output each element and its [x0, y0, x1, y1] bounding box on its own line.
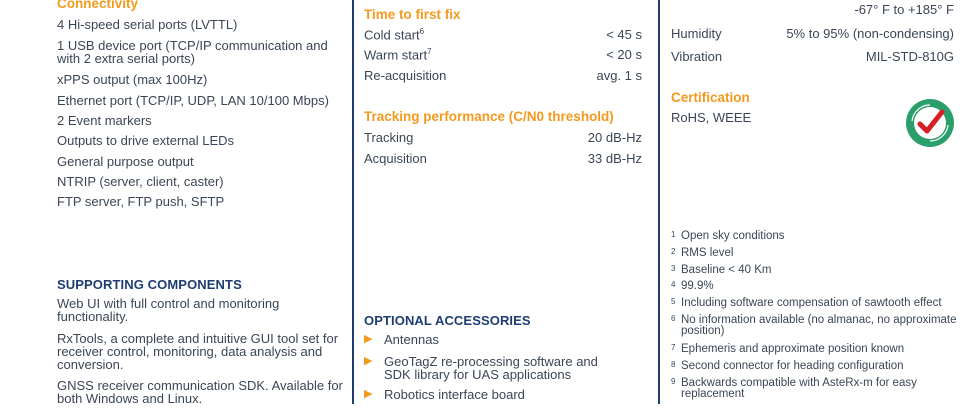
- connectivity-heading: Connectivity: [57, 0, 139, 11]
- footnote: 2 RMS level: [671, 247, 734, 259]
- tracking-row: [364, 151, 642, 167]
- environment-row: [671, 49, 954, 65]
- row-value: < 45 s: [606, 27, 642, 42]
- row-value: 5% to 95% (non-condensing): [786, 26, 954, 41]
- list-item: Web UI with full control and monitoring functionality.: [57, 296, 280, 324]
- list-item: Outputs to drive external LEDs: [57, 133, 235, 148]
- list-item: 4 Hi-speed serial ports (LVTTL): [57, 17, 238, 32]
- list-item: 1 USB device port (TCP/IP communication and with 2 extra serial ports): [57, 38, 328, 66]
- row-value: 33 dB-Hz: [587, 151, 642, 166]
- list-item: RxTools, a complete and intuitive GUI tool set for receiver control, monitoring, data analysis and conversion.: [57, 331, 339, 372]
- ttff-row: [364, 47, 642, 63]
- temperature-row: [671, 2, 954, 18]
- tracking-heading: Tracking performance (C/N0 threshold): [364, 109, 614, 124]
- row-label: Vibration: [671, 49, 723, 64]
- certification-text: RoHS, WEEE: [671, 110, 752, 125]
- row-label: Acquisition: [364, 151, 427, 166]
- footnote-ref: 7: [427, 47, 432, 56]
- list-item: xPPS output (max 100Hz): [57, 72, 208, 87]
- row-label: Re-acquisition: [364, 68, 447, 83]
- list-item: ▶ GeoTagZ re-processing software and SDK library for UAS applications: [364, 354, 598, 382]
- bullet-triangle-icon: ▶: [364, 333, 373, 345]
- row-value: 20 dB-Hz: [587, 130, 642, 145]
- row-value: MIL-STD-810G: [865, 49, 954, 64]
- footnote: 5 Including software compensation of sawtooth effect: [671, 297, 942, 309]
- footnote: 4 99.9%: [671, 280, 714, 292]
- list-item: 2 Event markers: [57, 113, 152, 128]
- environment-row: [671, 26, 954, 42]
- right-column: [661, 0, 979, 416]
- supporting-heading: SUPPORTING COMPONENTS: [57, 277, 242, 292]
- list-item: GNSS receiver communication SDK. Available for both Windows and Linux.: [57, 378, 343, 406]
- middle-column: [352, 0, 657, 416]
- list-item: NTRIP (server, client, caster): [57, 174, 224, 189]
- ttff-row: [364, 68, 642, 84]
- temperature-value: -67° F to +185° F: [854, 2, 954, 17]
- optional-heading: OPTIONAL ACCESSORIES: [364, 313, 531, 328]
- column-divider: [658, 0, 660, 404]
- list-item: Ethernet port (TCP/IP, UDP, LAN 10/100 Mbps): [57, 93, 329, 108]
- list-item: FTP server, FTP push, SFTP: [57, 194, 225, 209]
- footnote: 7 Ephemeris and approximate position known: [671, 343, 905, 355]
- row-value: avg. 1 s: [596, 68, 642, 83]
- list-item: General purpose output: [57, 154, 194, 169]
- footnote: 1 Open sky conditions: [671, 230, 785, 242]
- footnote: 6 No information available (no almanac, no approximate position): [671, 314, 957, 337]
- footnote-ref: 6: [419, 27, 425, 36]
- row-value: < 20 s: [606, 47, 642, 62]
- list-item: ▶ Robotics interface board: [364, 387, 525, 402]
- ttff-heading: Time to first fix: [364, 7, 461, 22]
- list-item: ▶ Antennas: [364, 332, 439, 347]
- footnote: 8 Second connector for heading configuration: [671, 360, 904, 372]
- footnote: 9 Backwards compatible with AsteRx-m for easy replacement: [671, 377, 917, 400]
- ttff-row: [364, 27, 642, 43]
- tracking-row: [364, 130, 642, 146]
- certification-heading: Certification: [671, 90, 750, 105]
- bullet-triangle-icon: ▶: [364, 355, 373, 367]
- row-label: Warm start: [364, 47, 428, 63]
- row-label: Tracking: [364, 130, 414, 145]
- row-label: Humidity: [671, 26, 722, 41]
- bullet-triangle-icon: ▶: [364, 388, 373, 400]
- row-label: Cold start: [364, 27, 420, 43]
- rohs-weee-logo: [904, 97, 956, 149]
- footnote: 3 Baseline < 40 Km: [671, 264, 772, 276]
- left-column: [0, 0, 350, 416]
